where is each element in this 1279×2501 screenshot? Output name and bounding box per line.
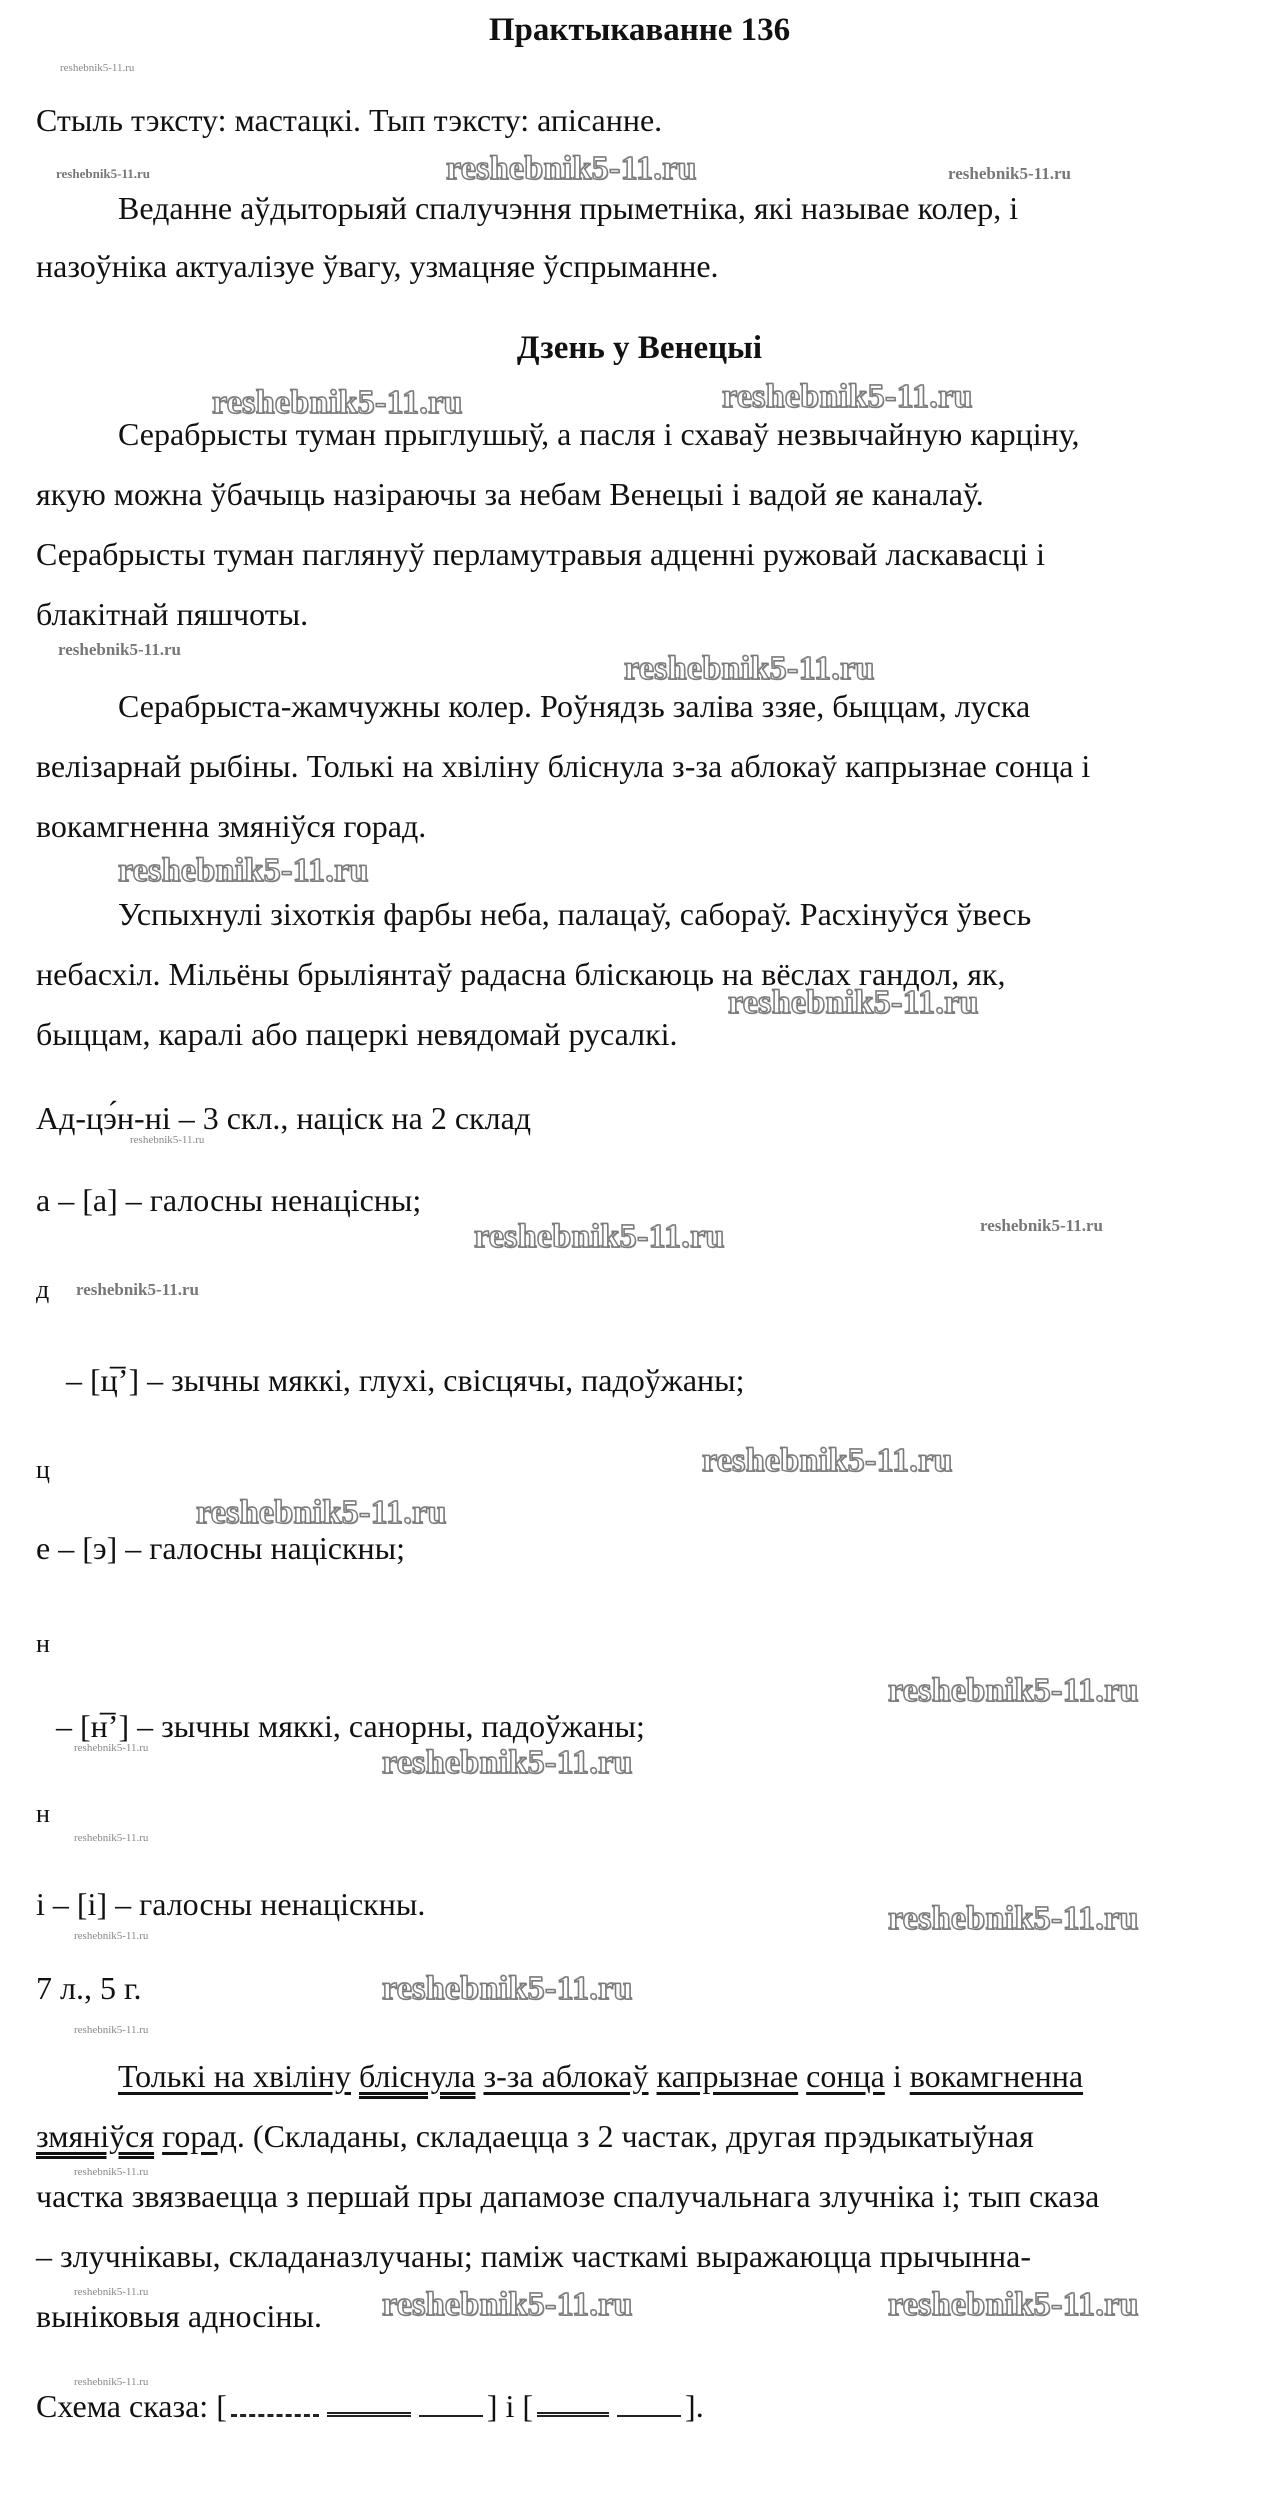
sentence-scheme [36,2386,704,2426]
watermark: reshebnik5-11.ru [74,2024,149,2036]
paragraph1-line-4: блакітнай пяшчоты. [36,596,309,632]
scheme-subject-line-1 [419,2411,483,2417]
watermark: reshebnik5-11.ru [382,1744,633,1781]
paragraph2-line-2: велізарнай рыбіны. Толькі на хвіліну бліснула з-за аблокаў капрызнае сонца і [36,748,1091,784]
phonetic-e: е – [э] – галосны націскны; [36,1530,406,1566]
paragraph2-line-1: Серабрыста-жамчужны колер. Роўнядзь заліва ззяе, быццам, луска [118,688,1031,724]
paragraph3-line-2: небасхіл. Мільёны брыліянтаў радасна бліскаюць на вёслах гандол, як, [36,956,1006,992]
paragraph3-line-1: Успыхнулі зіхоткія фарбы неба, палацаў, сабораў. Расхінуўся ўвесь [118,896,1032,932]
watermark: reshebnik5-11.ru [76,1280,199,1299]
paragraph1-line-3: Серабрысты туман паглянуў перламутравыя адценні ружовай ласкавасці і [36,536,1046,572]
analysis-line-1 [118,2056,1083,2096]
watermark: reshebnik5-11.ru [74,1742,149,1754]
scheme-subject-line-2 [617,2411,681,2417]
predicate-1: бліснула [359,2058,476,2094]
paragraph1-line-1: Серабрысты туман прыглушыў, а пасля і схаваў незвычайную карціну, [118,416,1080,452]
paragraph3-line-3: быццам, каралі або пацеркі невядомай русалкі. [36,1016,678,1052]
phonetic-d: д [36,1275,50,1304]
watermark: reshebnik5-11.ru [702,1442,953,1479]
adverbial-time: вокамгненна [909,2058,1084,2094]
scheme-conjunction: і [505,2388,515,2424]
analysis-line-5: выніковыя адносіны. [36,2298,322,2334]
watermark: reshebnik5-11.ru [74,1930,149,1942]
adverbial-phrase: Толькі на хвіліну [118,2058,352,2094]
scheme-predicate-line-2 [537,2408,609,2417]
predicate-2: змяніўся [36,2118,155,2154]
watermark: reshebnik5-11.ru [74,2376,149,2388]
watermark: reshebnik5-11.ru [474,1218,725,1255]
watermark: reshebnik5-11.ru [624,650,875,687]
phonetic-n-1: н [36,1629,50,1658]
analysis-line-3: частка звязваецца з першай пры дапамозе спалучальнага злучніка і; тып сказа [36,2178,1100,2214]
watermark: reshebnik5-11.ru [888,2286,1139,2323]
watermark: reshebnik5-11.ru [888,1672,1139,1709]
watermark: reshebnik5-11.ru [58,640,181,659]
watermark: reshebnik5-11.ru [888,1900,1139,1937]
scheme-open-bracket-2: [ [522,2388,534,2424]
style-line: Стыль тэксту: мастацкі. Тып тэксту: апісанне. [36,102,663,138]
watermark: reshebnik5-11.ru [212,384,463,421]
phonetic-n-soft: – [н̅’] – зычны мяккі, санорны, падоўжаны; [56,1708,645,1744]
watermark: reshebnik5-11.ru [60,62,135,74]
watermark: reshebnik5-11.ru [382,1970,633,2007]
watermark: reshebnik5-11.ru [130,1134,205,1146]
watermark: reshebnik5-11.ru [74,2286,149,2298]
intro-line-1: Веданне аўдыторыяй спалучэння прыметніка, які называе колер, і [118,190,1019,226]
phonetic-a: а – [а] – галосны ненаціcны; [36,1182,422,1218]
text-title: Дзень у Венецыі [516,330,763,366]
phonetic-header: Ад-цэ́н-ні – 3 скл., націск на 2 склад [36,1100,532,1136]
phonetic-ts: ц [36,1455,50,1484]
watermark: reshebnik5-11.ru [118,852,369,889]
watermark: reshebnik5-11.ru [382,2286,633,2323]
page-title: Практыкаванне 136 [488,12,791,48]
watermark: reshebnik5-11.ru [948,164,1071,183]
adverbial-place: з-за аблокаў [483,2058,649,2094]
watermark: reshebnik5-11.ru [74,1832,149,1844]
watermark: reshebnik5-11.ru [196,1494,447,1531]
watermark: reshebnik5-11.ru [722,378,973,415]
attribute: капрызнае [656,2058,799,2094]
paragraph2-line-3: вокамгненна змяніўся горад. [36,808,427,844]
phonetic-i: і – [і] – галосны ненаціскны. [36,1886,426,1922]
watermark: reshebnik5-11.ru [74,2166,149,2178]
watermark: reshebnik5-11.ru [728,984,979,1021]
scheme-predicate-line-1 [327,2408,411,2417]
analysis-line-2 [36,2116,1034,2156]
intro-line-2: назоўніка актуалізуе ўвагу, узмацняе ўспрыманне. [36,248,719,284]
watermark: reshebnik5-11.ru [56,166,151,181]
paragraph1-line-2: якую можна ўбачыць назіраючы за небам Венецыі і вадой яе каналаў. [36,476,984,512]
analysis-line-4: – злучнікавы, складаназлучаны; паміж часткамі выражаюцца прычынна- [36,2238,1032,2274]
phonetic-count: 7 л., 5 г. [36,1970,142,2006]
conjunction: і [892,2058,902,2094]
watermark: reshebnik5-11.ru [980,1216,1103,1235]
scheme-open-bracket-1: [ [216,2388,227,2424]
subject-1: сонца [806,2058,885,2094]
analysis-line-2-rest: . (Складаны, складаецца з 2 частак, другая прэдыкатыўная [236,2118,1034,2154]
phonetic-ts-soft: – [ц̅’] – зычны мяккі, глухі, свісцячы, падоўжаны; [66,1362,745,1398]
scheme-label: Схема сказа: [36,2388,209,2424]
scheme-adverbial-line [231,2410,319,2417]
scheme-close-bracket-2: ]. [685,2388,704,2424]
scheme-close-bracket-1: ] [486,2388,498,2424]
phonetic-n-2: н [36,1799,50,1828]
watermark: reshebnik5-11.ru [446,150,697,187]
subject-2: горад [162,2118,237,2154]
